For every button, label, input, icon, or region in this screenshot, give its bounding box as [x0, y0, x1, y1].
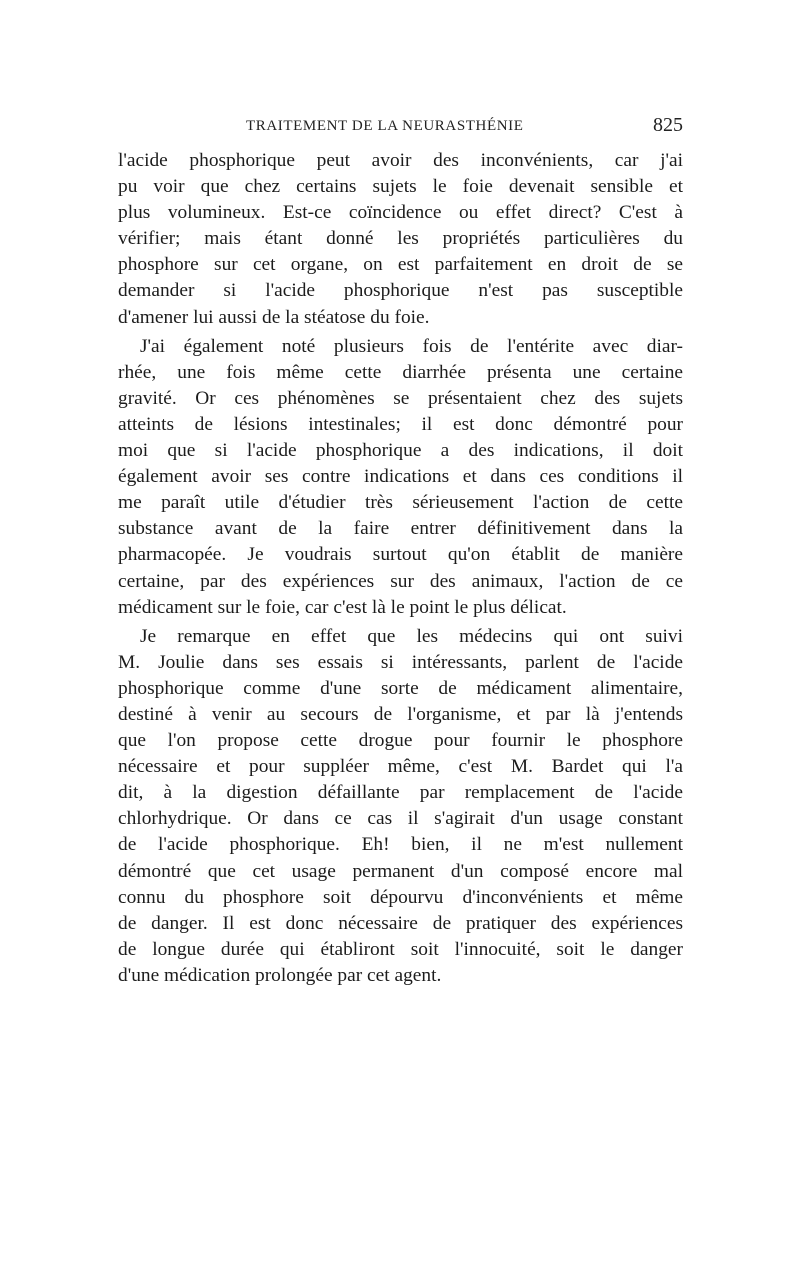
text-line: de longue durée qui établiront soit l'innocuité, soit le danger — [118, 938, 683, 960]
text-line: l'acide phosphorique peut avoir des inconvénients, car j'ai — [118, 150, 683, 171]
text-line: d'une médication prolongée par cet agent. — [118, 964, 442, 986]
text-line: nécessaire et pour suppléer même, c'est M. Bardet qui l'a — [118, 756, 683, 778]
paragraph-2 — [118, 334, 683, 621]
text-line: demander si l'acide phosphorique n'est pas susceptible — [118, 280, 683, 302]
text-line: pu voir que chez certains sujets le foie devenait sensible et — [118, 176, 683, 198]
paragraph-3 — [118, 624, 683, 989]
text-line: phosphore sur cet organe, on est parfaitement en droit de se — [118, 254, 683, 276]
text-line: démontré que cet usage permanent d'un composé encore mal — [118, 860, 683, 882]
text-line: rhée, une fois même cette diarrhée présenta une certaine — [118, 361, 683, 383]
text-line: substance avant de la faire entrer définitivement dans la — [118, 518, 683, 540]
text-line: d'amener lui aussi de la stéatose du foie. — [118, 306, 430, 328]
text-line: certaine, par des expériences sur des animaux, l'action de ce — [118, 570, 683, 592]
text-line: me paraît utile d'étudier très sérieusement l'action de cette — [118, 492, 683, 514]
text-line: atteints de lésions intestinales; il est donc démontré pour — [118, 413, 683, 435]
body-text — [118, 148, 683, 992]
text-line: J'ai également noté plusieurs fois de l'entérite avec diar- — [140, 335, 683, 357]
text-line: plus volumineux. Est-ce coïncidence ou effet direct? C'est à — [118, 202, 683, 224]
text-line: également avoir ses contre indications et dans ces conditions il — [118, 466, 683, 488]
text-line: que l'on propose cette drogue pour fournir le phosphore — [118, 730, 683, 752]
text-line: chlorhydrique. Or dans ce cas il s'agirait d'un usage constant — [118, 808, 683, 830]
text-line: médicament sur le foie, car c'est là le point le plus délicat. — [118, 596, 567, 618]
paragraph-1 — [118, 148, 683, 331]
text-line: moi que si l'acide phosphorique a des indications, il doit — [118, 440, 683, 462]
text-line: gravité. Or ces phénomènes se présentaient chez des sujets — [118, 387, 683, 409]
page-number: 825 — [653, 114, 683, 136]
text-line: pharmacopée. Je voudrais surtout qu'on établit de manière — [118, 544, 683, 566]
text-line: de danger. Il est donc nécessaire de pratiquer des expériences — [118, 912, 683, 934]
text-line: destiné à venir au secours de l'organisme, et par là j'entends — [118, 703, 683, 725]
running-title: TRAITEMENT DE LA NEURASTHÉNIE — [246, 118, 524, 134]
text-line: M. Joulie dans ses essais si intéressants, parlent de l'acide — [118, 651, 683, 673]
running-header — [118, 114, 683, 142]
text-line: Je remarque en effet que les médecins qui ont suivi — [140, 625, 683, 647]
text-line: vérifier; mais étant donné les propriétés particulières du — [118, 228, 683, 250]
text-line: dit, à la digestion défaillante par remplacement de l'acide — [118, 782, 683, 804]
text-line: phosphorique comme d'une sorte de médicament alimentaire, — [118, 677, 683, 699]
text-line: de l'acide phosphorique. Eh! bien, il ne m'est nullement — [118, 834, 683, 856]
text-line: connu du phosphore soit dépourvu d'inconvénients et même — [118, 886, 683, 908]
